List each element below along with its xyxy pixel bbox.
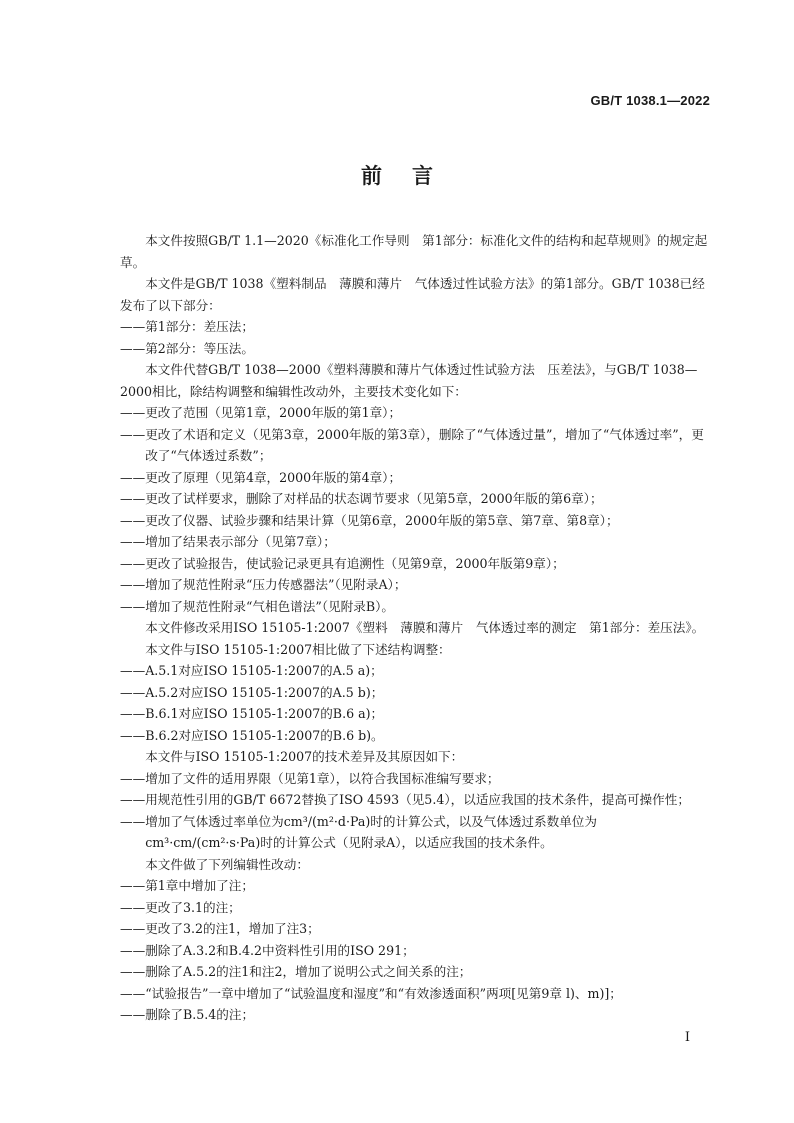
list-item: ——增加了结果表示部分（见第7章）； [120,534,336,549]
paragraph: 本文件按照GB/T 1.1—2020《标准化工作导则 第1部分：标准化文件的结构和起草规则》的规定起草。 [120,233,708,270]
list-item: ——更改了术语和定义（见第3章，2000年版的第3章），删除了“气体透过量”，增加了“气体透过率”，更改了“气体透过系数”； [120,426,704,463]
standard-number: GB/T 1038.1—2022 [590,93,710,108]
page-number: I [684,1030,690,1045]
list-item: ——第1部分：差压法； [120,319,254,334]
paragraph: 本文件做了下列编辑性改动： [145,856,309,872]
paragraph: 本文件修改采用ISO 15105-1:2007《塑料 薄膜和薄片 气体透过率的测定 第1部分：差压法》。 [145,620,705,635]
list-item: ——B.6.2对应ISO 15105-1:2007的B.6 b)。 [120,727,384,743]
list-item: ——删除了A.5.2的注1和注2，增加了说明公式之间关系的注； [120,964,472,979]
list-item: ——更改了3.2的注1，增加了注3； [120,921,320,936]
list-item: ——用规范性引用的GB/T 6672替换了ISO 4593（见5.4），以适应我国的技术条件，提高可操作性； [120,792,690,807]
list-item: ——A.5.1对应ISO 15105-1:2007的A.5 a)； [120,663,383,678]
list-item: ——增加了规范性附录“气相色谱法”（见附录B）。 [120,598,395,614]
paragraph: 本文件与ISO 15105-1:2007相比做了下述结构调整： [145,641,451,657]
list-item: ——更改了试样要求，删除了对样品的状态调节要求（见第5章，2000年版的第6章）； [120,491,603,506]
list-item: ——更改了仪器、试验步骤和结果计算（见第6章，2000年版的第5章、第7章、第8章）； [120,512,619,528]
list-item: ——增加了文件的适用界限（见第1章），以符合我国标准编写要求； [120,770,500,786]
list-item: ——更改了范围（见第1章，2000年版的第1章）； [120,405,402,420]
list-item: ——“试验报告”一章中增加了“试验温度和湿度”和“有效渗透面积”两项[见第9章 l)、m)]； [120,985,622,1001]
list-item: ——第1章中增加了注； [120,878,254,893]
list-item: ——增加了规范性附录“压力传感器法”（见附录A）； [120,577,407,592]
list-item: ——更改了原理（见第4章，2000年版的第4章）； [120,469,402,485]
foreword-body [120,230,710,1026]
paragraph: 本文件代替GB/T 1038—2000《塑料薄膜和薄片气体透过性试验方法 压差法》，与GB/T 1038—2000相比，除结构调整和编辑性改动外，主要技术变化如下： [120,362,698,399]
list-item: ——增加了气体透过率单位为cm³/(m²·d·Pa)时的计算公式，以及气体透过系数单位为cm³·cm/(cm²·s·Pa)时的计算公式（见附录A），以适应我国的技术条件。 [120,813,597,850]
list-item: ——A.5.2对应ISO 15105-1:2007的A.5 b)； [120,684,384,700]
paragraph: 本文件是GB/T 1038《塑料制品 薄膜和薄片 气体透过性试验方法》的第1部分。GB/T 1038已经发布了以下部分： [120,276,705,313]
list-item: ——B.6.1对应ISO 15105-1:2007的B.6 a)； [120,706,384,721]
list-item: ——删除了A.3.2和B.4.2中资料性引用的ISO 291； [120,942,415,958]
list-item: ——更改了试验报告，使试验记录更具有追溯性（见第9章，2000年版第9章）； [120,555,565,571]
paragraph: 本文件与ISO 15105-1:2007的技术差异及其原因如下： [145,749,464,764]
page-title: 前言 [361,164,463,188]
list-item: ——更改了3.1的注； [120,899,241,915]
list-item: ——第2部分：等压法。 [120,340,254,356]
list-item: ——删除了B.5.4的注； [120,1007,255,1022]
